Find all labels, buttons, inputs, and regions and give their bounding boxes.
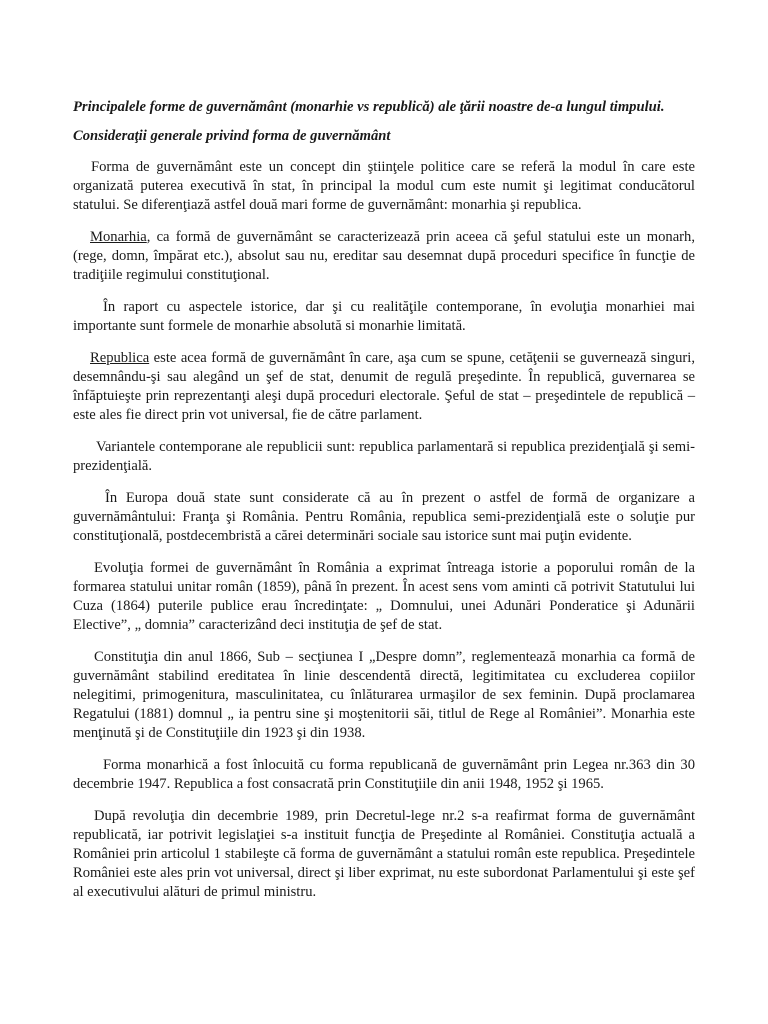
paragraph-republica	[73, 349, 695, 425]
paragraph-text: , ca formă de guvernământ se caracterizează prin aceea că şeful statului este un monarh, (rege, domn, împărat etc.), absolut sau nu, ereditar sau desemnat după proceduri specifice în funcţie de tradiţiile regimului constituţional.	[73, 229, 695, 283]
paragraph-text: Evoluţia formei de guvernământ în România a exprimat întreaga istorie a poporului român de la formarea statului unitar român (1859), până în prezent. În acest sens vom aminti că potrivit Statutului lui Cuza (1864) puterile publice erau încredinţate: „ Domnului, unei Adunări Ponderatice şi Adunării Elective”, „ domnia” caracterizând deci instituţia de şef de stat.	[73, 560, 695, 633]
paragraph-text: Variantele contemporane ale republicii sunt: republica parlamentară si republica prezidenţială şi semi-prezidenţială.	[73, 439, 695, 474]
term-republica: Republica	[90, 350, 150, 366]
paragraph-text: În Europa două state sunt considerate că au în prezent o astfel de formă de organizare a guvernământului: Franţa şi România. Pentru România, republica semi-prezidenţială este o soluţie pur constituţională, postdecembristă a cărei determinări sociale sau istorice sunt mai puţin evidente.	[73, 490, 695, 544]
paragraph-text: În raport cu aspectele istorice, dar şi cu realităţile contemporane, în evoluţia monarhiei mai importante sunt formele de monarhie absolută si monarhie limitată.	[73, 299, 695, 334]
paragraph-monarhia	[73, 228, 695, 285]
paragraph-constitution-1866	[73, 648, 695, 743]
paragraph-text: Forma de guvernământ este un concept din ştiinţele politice care se referă la modul în care este organizată puterea executivă în stat, în principal la modul cum este numit şi legitimat conducătorul statului. Se diferenţiază astfel două mari forme de guvernământ: monarhia şi republica.	[73, 159, 695, 213]
document-title: Principalele forme de guvernământ (monarhie vs republică) ale ţării noastre de-a lungul timpului.	[73, 99, 665, 115]
document-body	[73, 98, 695, 915]
term-monarhia: Monarhia	[90, 229, 147, 245]
paragraph-republic-variants	[73, 438, 695, 476]
paragraph-monarchy-forms	[73, 298, 695, 336]
paragraph-romania-evolution	[73, 559, 695, 635]
paragraph-intro	[73, 158, 695, 215]
paragraph-republican-form	[73, 756, 695, 794]
paragraph-europe	[73, 489, 695, 546]
paragraph-text: Forma monarhică a fost înlocuită cu forma republicană de guvernământ prin Legea nr.363 din 30 decembrie 1947. Republica a fost consacrată prin Constituţiile din anii 1948, 1952 şi 1965.	[73, 757, 695, 792]
paragraph-after-1989	[73, 807, 695, 902]
section-heading: Consideraţii generale privind forma de guvernământ	[73, 128, 391, 144]
paragraph-text: Constituţia din anul 1866, Sub – secţiunea I „Despre domn”, reglementează monarhia ca formă de guvernământ stabilind ereditatea în linie descendentă directă, legitimitatea cu excluderea copiilor nelegitimi, primogenitura, masculinitatea, cu înlăturarea urmaşilor de sex feminin. După proclamarea Regatului (1881) domnul „ ia pentru sine şi moştenitorii săi, titlul de Rege al României”. Monarhia este menţinută şi de Constituţiile din 1923 şi din 1938.	[73, 649, 695, 741]
paragraph-text: este acea formă de guvernământ în care, aşa cum se spune, cetăţenii se guvernează singuri, desemnându-şi sau alegând un şef de stat, denumit de regulă preşedinte. În republică, guvernarea se înfăptuieşte prin reprezentanţi aleşi după proceduri electorale. Şeful de stat – preşedintele de republică – este ales fie direct prin vot universal, fie de către parlament.	[73, 350, 695, 423]
paragraph-text: După revoluţia din decembrie 1989, prin Decretul-lege nr.2 s-a reafirmat forma de guvernământ republicată, iar potrivit legislaţiei s-a instituit funcţia de Preşedinte al României. Constituţia actuală a României prin articolul 1 stabileşte că forma de guvernământ a statului român este republica. Preşedintele României este ales prin vot universal, direct şi liber exprimat, nu este subordonat Parlamentului şi este şef al executivului alături de primul ministru.	[73, 808, 695, 900]
